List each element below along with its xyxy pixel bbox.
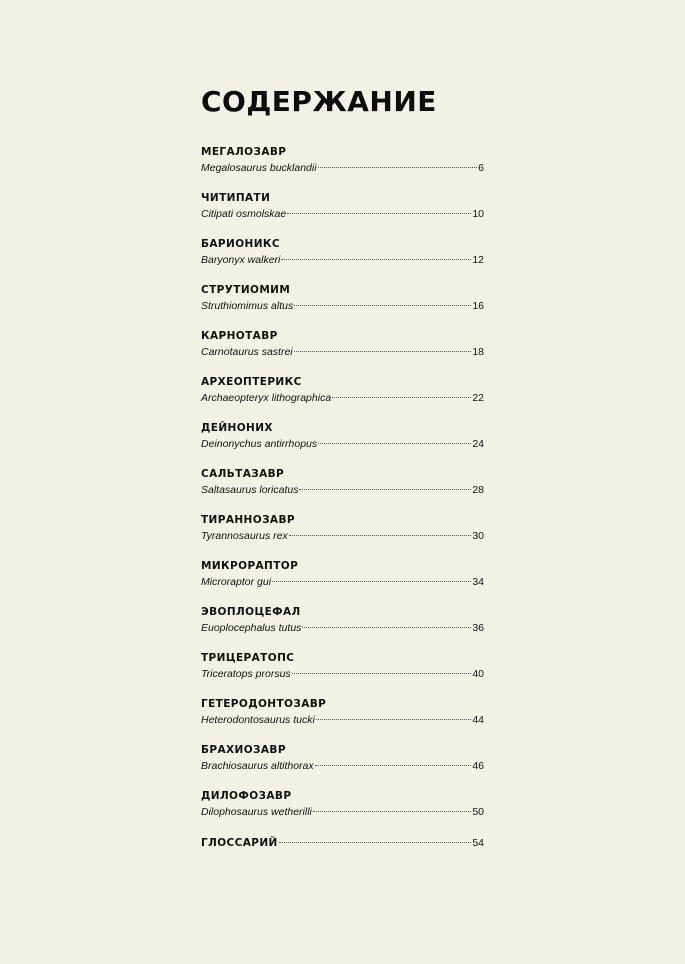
toc-entry[interactable] [201, 651, 484, 697]
entry-page-number: 6 [478, 162, 484, 174]
entry-latin-name: Struthiomimus altus [201, 300, 294, 312]
dot-leader [289, 535, 472, 536]
entry-page-number: 28 [472, 484, 484, 496]
toc-entry[interactable] [201, 559, 484, 605]
entry-title: БАРИОНИКС [201, 238, 281, 250]
entry-latin-name: Microraptor gui [201, 576, 272, 588]
entry-leader-row [201, 482, 484, 499]
toc-entry[interactable] [201, 697, 484, 743]
entry-title: ЧИТИПАТИ [201, 192, 271, 204]
dot-leader [281, 259, 471, 260]
dot-leader [332, 397, 471, 398]
dot-leader [318, 443, 471, 444]
dot-leader [315, 765, 472, 766]
entry-page-number: 24 [472, 438, 484, 450]
glossary-page-number: 54 [472, 837, 484, 849]
entry-leader-row [201, 574, 484, 591]
entry-leader-row [201, 390, 484, 407]
toc-entry[interactable] [201, 191, 484, 237]
toc-entry[interactable] [201, 145, 484, 191]
entry-page-number: 46 [472, 760, 484, 772]
entry-latin-name: Baryonyx walkeri [201, 254, 281, 266]
entry-latin-name: Citipati osmolskae [201, 208, 287, 220]
entry-leader-row [201, 620, 484, 637]
glossary-title: ГЛОССАРИЙ [201, 837, 278, 849]
entry-latin-name: Megalosaurus bucklandii [201, 162, 317, 174]
entry-page-number: 50 [472, 806, 484, 818]
toc-entry-glossary[interactable] [201, 835, 484, 881]
toc-entry[interactable] [201, 421, 484, 467]
entry-title: БРАХИОЗАВР [201, 744, 286, 756]
entry-title: ДИЛОФОЗАВР [201, 790, 292, 802]
entry-leader-row [201, 160, 484, 177]
entry-title: САЛЬТАЗАВР [201, 468, 285, 480]
entry-title: МИКРОРАПТОР [201, 560, 299, 572]
table-of-contents [201, 145, 484, 881]
dot-leader [272, 581, 471, 582]
entry-latin-name: Archaeopteryx lithographica [201, 392, 332, 404]
entry-title: ЭВОПЛОЦЕФАЛ [201, 606, 301, 618]
entry-latin-name: Deinonychus antirrhopus [201, 438, 318, 450]
entry-latin-name: Triceratops prorsus [201, 668, 291, 680]
entry-latin-name: Saltasaurus loricatus [201, 484, 299, 496]
toc-entry[interactable] [201, 467, 484, 513]
entry-title: КАРНОТАВР [201, 330, 278, 342]
toc-entry[interactable] [201, 237, 484, 283]
entry-leader-row [201, 835, 484, 852]
dot-leader [287, 213, 471, 214]
dot-leader [318, 167, 478, 168]
dot-leader [294, 351, 472, 352]
page-title: СОДЕРЖАНИЕ [201, 85, 437, 118]
entry-latin-name: Dilophosaurus wetherilli [201, 806, 312, 818]
entry-latin-name: Carnotaurus sastrei [201, 346, 293, 358]
entry-page-number: 16 [472, 300, 484, 312]
entry-page-number: 34 [472, 576, 484, 588]
entry-page-number: 10 [472, 208, 484, 220]
toc-entry[interactable] [201, 329, 484, 375]
entry-page-number: 30 [472, 530, 484, 542]
toc-entry[interactable] [201, 375, 484, 421]
dot-leader [302, 627, 471, 628]
toc-entry[interactable] [201, 605, 484, 651]
entry-title: СТРУТИОМИМ [201, 284, 291, 296]
dot-leader [279, 842, 472, 843]
entry-latin-name: Brachiosaurus altithorax [201, 760, 314, 772]
entry-title: АРХЕОПТЕРИКС [201, 376, 302, 388]
entry-leader-row [201, 436, 484, 453]
entry-leader-row [201, 344, 484, 361]
entry-title: ГЕТЕРОДОНТОЗАВР [201, 698, 327, 710]
toc-entry[interactable] [201, 743, 484, 789]
entry-latin-name: Tyrannosaurus rex [201, 530, 288, 542]
dot-leader [313, 811, 471, 812]
entry-leader-row [201, 206, 484, 223]
entry-latin-name: Heterodontosaurus tucki [201, 714, 315, 726]
toc-entry[interactable] [201, 513, 484, 559]
entry-leader-row [201, 528, 484, 545]
entry-page-number: 22 [472, 392, 484, 404]
dot-leader [294, 305, 471, 306]
entry-title: ДЕЙНОНИХ [201, 422, 273, 434]
entry-leader-row [201, 758, 484, 775]
entry-title: МЕГАЛОЗАВР [201, 146, 287, 158]
toc-entry[interactable] [201, 283, 484, 329]
dot-leader [292, 673, 472, 674]
entry-page-number: 40 [472, 668, 484, 680]
entry-leader-row [201, 298, 484, 315]
entry-title: ТИРАННОЗАВР [201, 514, 295, 526]
entry-page-number: 18 [472, 346, 484, 358]
entry-title: ТРИЦЕРАТОПС [201, 652, 295, 664]
toc-entry[interactable] [201, 789, 484, 835]
entry-leader-row [201, 804, 484, 821]
entry-latin-name: Euoplocephalus tutus [201, 622, 302, 634]
entry-leader-row [201, 666, 484, 683]
entry-page-number: 44 [472, 714, 484, 726]
entry-leader-row [201, 252, 484, 269]
dot-leader [299, 489, 471, 490]
dot-leader [316, 719, 471, 720]
entry-leader-row [201, 712, 484, 729]
entry-page-number: 36 [472, 622, 484, 634]
entry-page-number: 12 [472, 254, 484, 266]
